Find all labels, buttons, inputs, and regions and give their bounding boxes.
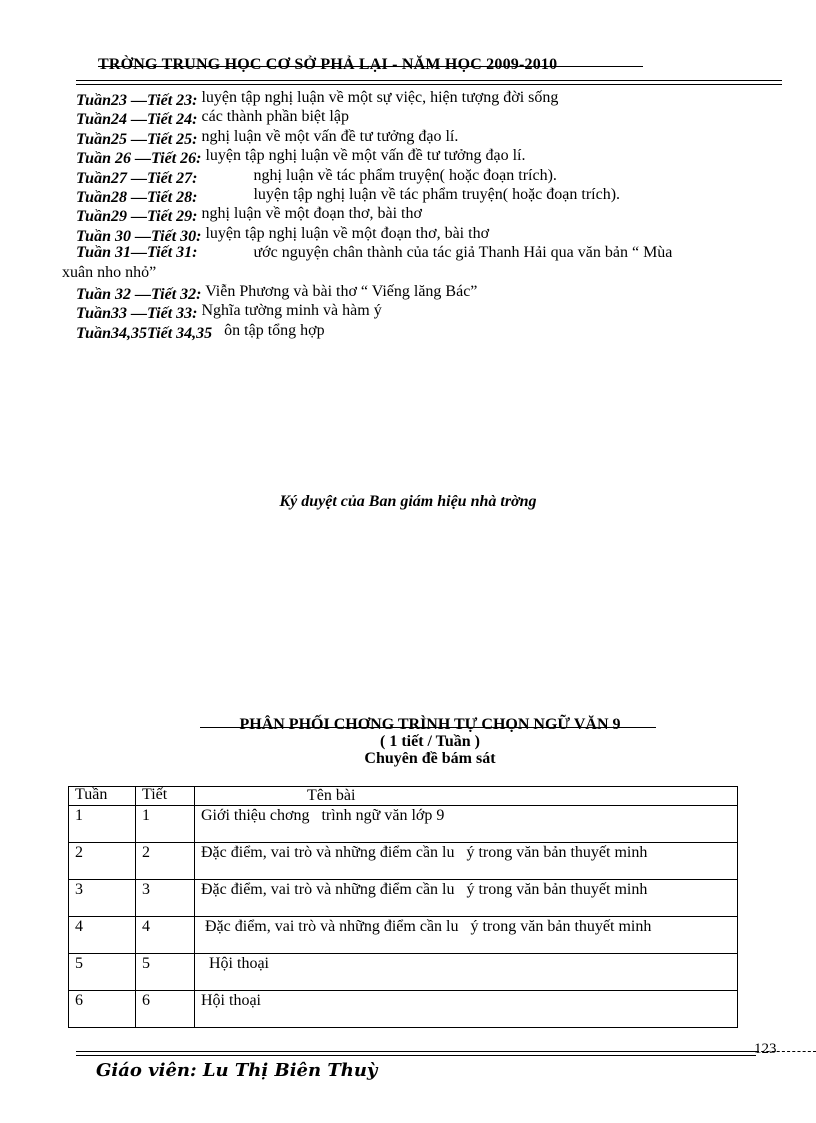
- table-row: [69, 843, 738, 880]
- footer-rule: [76, 1051, 756, 1056]
- table-row: [69, 954, 738, 991]
- lesson-item: [76, 282, 766, 304]
- cell-period: 2: [136, 843, 195, 880]
- cell-week: 2: [69, 843, 136, 880]
- lesson-label: Tuần27 —Tiết 27:: [76, 169, 198, 187]
- teacher-name: Giáo viên: Lu Thị Biên Thuỳ: [96, 1060, 378, 1081]
- table-row: [69, 917, 738, 954]
- table-row: [69, 991, 738, 1028]
- lesson-label: Tuần 26 —Tiết 26:: [76, 150, 202, 168]
- page-number: 123: [754, 1041, 777, 1057]
- distribution-title-strike: [200, 727, 656, 728]
- cell-lesson-name: Hội thoại: [195, 991, 738, 1028]
- lesson-item: [76, 224, 766, 243]
- distribution-subtitle: ( 1 tiết / Tuần ): [379, 733, 480, 750]
- cell-lesson-name: Hội thoại: [195, 954, 738, 991]
- lesson-text: luyện tập nghị luận về một vấn đề tư tưởng đạo lí.: [205, 147, 526, 165]
- lesson-item: [76, 321, 766, 340]
- lesson-item: [76, 146, 766, 168]
- lesson-text: nghị luận về một vấn đề tư tưởng đạo lí.: [201, 127, 459, 145]
- lesson-item: [62, 243, 766, 282]
- lesson-text-continuation: xuân nho nhỏ”: [62, 263, 157, 281]
- cell-week: 4: [69, 917, 136, 954]
- lesson-label: Tuần23 —Tiết 23:: [76, 92, 198, 109]
- lesson-label: Tuần33 —Tiết 33:: [76, 305, 198, 323]
- header-rule: [76, 80, 782, 85]
- cell-week: 3: [69, 880, 136, 917]
- lesson-item: [76, 127, 766, 146]
- lesson-item: [76, 166, 766, 185]
- lesson-text: Nghĩa tường minh và hàm ý: [201, 302, 382, 320]
- cell-period: 3: [136, 880, 195, 917]
- lesson-text: ước nguyện chân thành của tác giả Thanh Hải qua văn bản “ Mùa: [201, 244, 673, 262]
- lesson-label: Tuần24 —Tiết 24:: [76, 111, 198, 129]
- cell-lesson-name: Giới thiệu chơng trình ngữ văn lớp 9: [195, 806, 738, 843]
- lesson-text: ôn tập tổng hợp: [216, 321, 325, 339]
- cell-week: 1: [69, 806, 136, 843]
- cell-period: 5: [136, 954, 195, 991]
- approval-note: Ký duyệt của Ban giám hiệu nhà trờng: [279, 493, 537, 510]
- lesson-item: [76, 107, 766, 129]
- distribution-title: PHÂN PHỐI CHƠNG TRÌNH TỰ CHỌN NGỮ VĂN 9: [239, 716, 621, 733]
- lesson-item: [76, 301, 766, 323]
- cell-week: 5: [69, 954, 136, 991]
- lesson-text: luyện tập nghị luận về một sự việc, hiện tượng đời sống: [201, 89, 559, 106]
- column-header-period: Tiết: [136, 787, 195, 806]
- lesson-list: [62, 88, 766, 342]
- cell-lesson-name: Đặc điểm, vai trò và những điểm cần lu ý trong văn bản thuyết minh: [195, 843, 738, 880]
- table-header-row: [69, 787, 738, 806]
- lesson-plan-table: [68, 786, 738, 1028]
- lesson-label: Tuần 32 —Tiết 32:: [76, 286, 202, 304]
- cell-period: 1: [136, 806, 195, 843]
- lesson-label: Tuần28 —Tiết 28:: [76, 189, 198, 207]
- lesson-item: [76, 204, 766, 226]
- header-strike-line: [98, 66, 643, 67]
- table-row: [69, 880, 738, 917]
- lesson-item: [76, 88, 766, 107]
- distribution-topic: Chuyên đề bám sát: [364, 750, 496, 767]
- lesson-label: Tuần 30 —Tiết 30:: [76, 227, 202, 245]
- cell-lesson-name: Đặc điểm, vai trò và những điểm cần lu ý trong văn bản thuyết minh: [195, 880, 738, 917]
- lesson-text: luyện tập nghị luận về một đoạn thơ, bài thơ: [205, 224, 490, 242]
- cell-period: 6: [136, 991, 195, 1028]
- lesson-label: Tuần 31—Tiết 31:: [76, 244, 198, 262]
- lesson-text: luyện tập nghị luận về tác phẩm truyện( hoặc đoạn trích).: [201, 186, 621, 204]
- cell-week: 6: [69, 991, 136, 1028]
- lesson-label: Tuần25 —Tiết 25:: [76, 130, 198, 148]
- lesson-item: [76, 185, 766, 207]
- lesson-text: các thành phần biệt lập: [201, 108, 349, 126]
- lesson-text: Viễn Phương và bài thơ “ Viếng lăng Bác”: [205, 283, 478, 301]
- cell-period: 4: [136, 917, 195, 954]
- lesson-label: Tuần29 —Tiết 29:: [76, 208, 198, 226]
- table-row: [69, 806, 738, 843]
- lesson-text: nghị luận về một đoạn thơ, bài thơ: [201, 205, 422, 223]
- cell-lesson-name: Đặc điểm, vai trò và những điểm cần lu ý trong văn bản thuyết minh: [195, 917, 738, 954]
- column-header-lesson-name: Tên bài: [195, 787, 738, 806]
- lesson-text: nghị luận về tác phẩm truyện( hoặc đoạn trích).: [201, 166, 557, 184]
- school-header: TRỜNG TRUNG HỌC CƠ SỞ PHẢ LẠI - NĂM HỌC 2009-2010: [98, 56, 558, 73]
- column-header-week: Tuần: [69, 787, 136, 806]
- lesson-label: Tuần34,35Tiết 34,35: [76, 324, 213, 342]
